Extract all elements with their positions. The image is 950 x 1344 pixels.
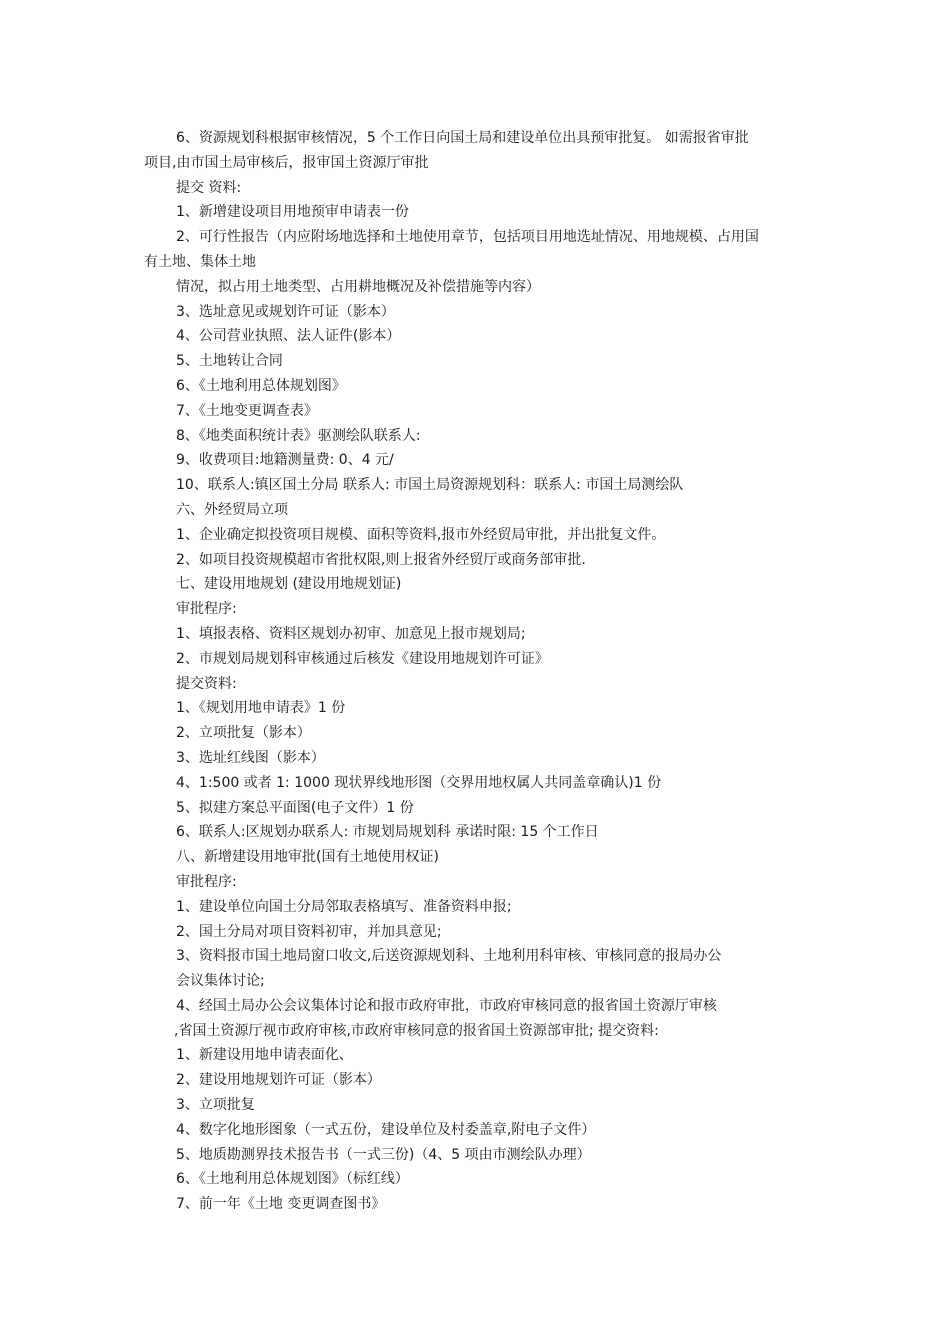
- text-line: 3、选址意见或规划许可证（影本）: [176, 303, 395, 320]
- text-line: 审批程序:: [176, 601, 237, 618]
- text-line: 4、经国土局办公会议集体讨论和报市政府审批，市政府审核同意的报省国土资源厅审核: [176, 997, 717, 1014]
- text-line: 2、立项批复（影本）: [176, 725, 311, 742]
- text-line: 5、土地转让合同: [176, 353, 283, 370]
- text-line: 八、新增建设用地审批(国有土地使用权证): [176, 849, 439, 866]
- text-line: 7、前一年《土地 变更调查图书》: [176, 1196, 386, 1213]
- text-line: 会议集体讨论;: [176, 973, 265, 990]
- text-line: 2、市规划局规划科审核通过后核发《建设用地规划许可证》: [176, 650, 549, 667]
- text-line: 10、联系人:镇区国土分局 联系人: 市国土局资源规划科：联系人: 市国土局测绘队: [176, 477, 684, 494]
- text-line: ,省国土资源厅视市政府审核,市政府审核同意的报省国土资源部审批; 提交资料:: [174, 1022, 659, 1039]
- text-line: 提交 资料:: [176, 179, 242, 196]
- text-line: 6、《土地利用总体规划图》: [176, 377, 346, 394]
- text-line: 5、拟建方案总平面图(电子文件）1 份: [176, 799, 414, 816]
- text-line: 5、地质勘测界技术报告书（一式三份)（4、5 项由市测绘队办理）: [176, 1146, 591, 1163]
- text-line: 4、公司营业执照、法人证件(影本）: [176, 328, 401, 345]
- text-line: 6、资源规划科根据审核情况，5 个工作日向国土局和建设单位出具预审批复。 如需报省审批: [176, 130, 749, 146]
- text-line: 2、建设用地规划许可证（影本）: [176, 1072, 381, 1089]
- document-page: [0, 126, 950, 1217]
- text-line: 4、数字化地形图象（一式五份，建设单位及村委盖章,附电子文件）: [176, 1121, 596, 1138]
- text-line: 3、选址红线图（影本）: [176, 749, 325, 766]
- text-line: 1、新建设用地申请表面化、: [176, 1047, 353, 1064]
- text-line: 1、《规划用地申请表》1 份: [176, 700, 346, 717]
- text-line: 6、《土地利用总体规划图》（标红线）: [176, 1171, 409, 1188]
- text-line: 9、收费项目:地籍测量费: 0、4 元/: [176, 452, 394, 469]
- text-line: 8、《地类面积统计表》驱测绘队联系人:: [176, 427, 421, 444]
- text-line: 3、立项批复: [176, 1097, 255, 1114]
- text-line: 提交资料:: [176, 675, 237, 692]
- text-line: 4、1:500 或者 1: 1000 现状界线地形图（交界用地权属人共同盖章确认)1 份: [176, 774, 662, 791]
- text-line: 1、新增建设项目用地预审申请表一份: [176, 204, 409, 221]
- text-line: 情况，拟占用土地类型、占用耕地概况及补偿措施等内容）: [176, 278, 540, 295]
- text-line: 2、国土分局对项目资料初审，并加具意见;: [176, 923, 442, 940]
- text-line: 7、《土地变更调查表》: [176, 402, 318, 419]
- text-line: 有土地、集体土地: [144, 253, 256, 270]
- text-line: 2、可行性报告（内应附场地选择和土地使用章节，包括项目用地选址情况、用地规模、占用国: [176, 229, 759, 246]
- text-line: 2、如项目投资规模超市省批权限,则上报省外经贸厅或商务部审批.: [176, 551, 586, 568]
- text-line: 1、填报表格、资料区规划办初审、加意见上报市规划局;: [176, 625, 526, 642]
- text-line: 六、外经贸局立项: [176, 501, 288, 518]
- text-line: 七、建设用地规划 (建设用地规划证): [176, 576, 402, 593]
- text-line: 1、企业确定拟投资项目规模、面积等资料,报市外经贸局审批，并出批复文件。: [176, 526, 666, 543]
- text-line: 3、资料报市国土地局窗口收文,后送资源规划科、土地利用科审核、审核同意的报局办公: [176, 948, 722, 965]
- text-line: 审批程序:: [176, 873, 237, 890]
- text-line: 6、联系人:区规划办联系人: 市规划局规划科 承诺时限: 15 个工作日: [176, 824, 599, 841]
- text-line: 项目,由市国土局审核后，报审国土资源厅审批: [144, 154, 429, 171]
- text-line: 1、建设单位向国土分局邻取表格填写、准备资料申报;: [176, 898, 512, 915]
